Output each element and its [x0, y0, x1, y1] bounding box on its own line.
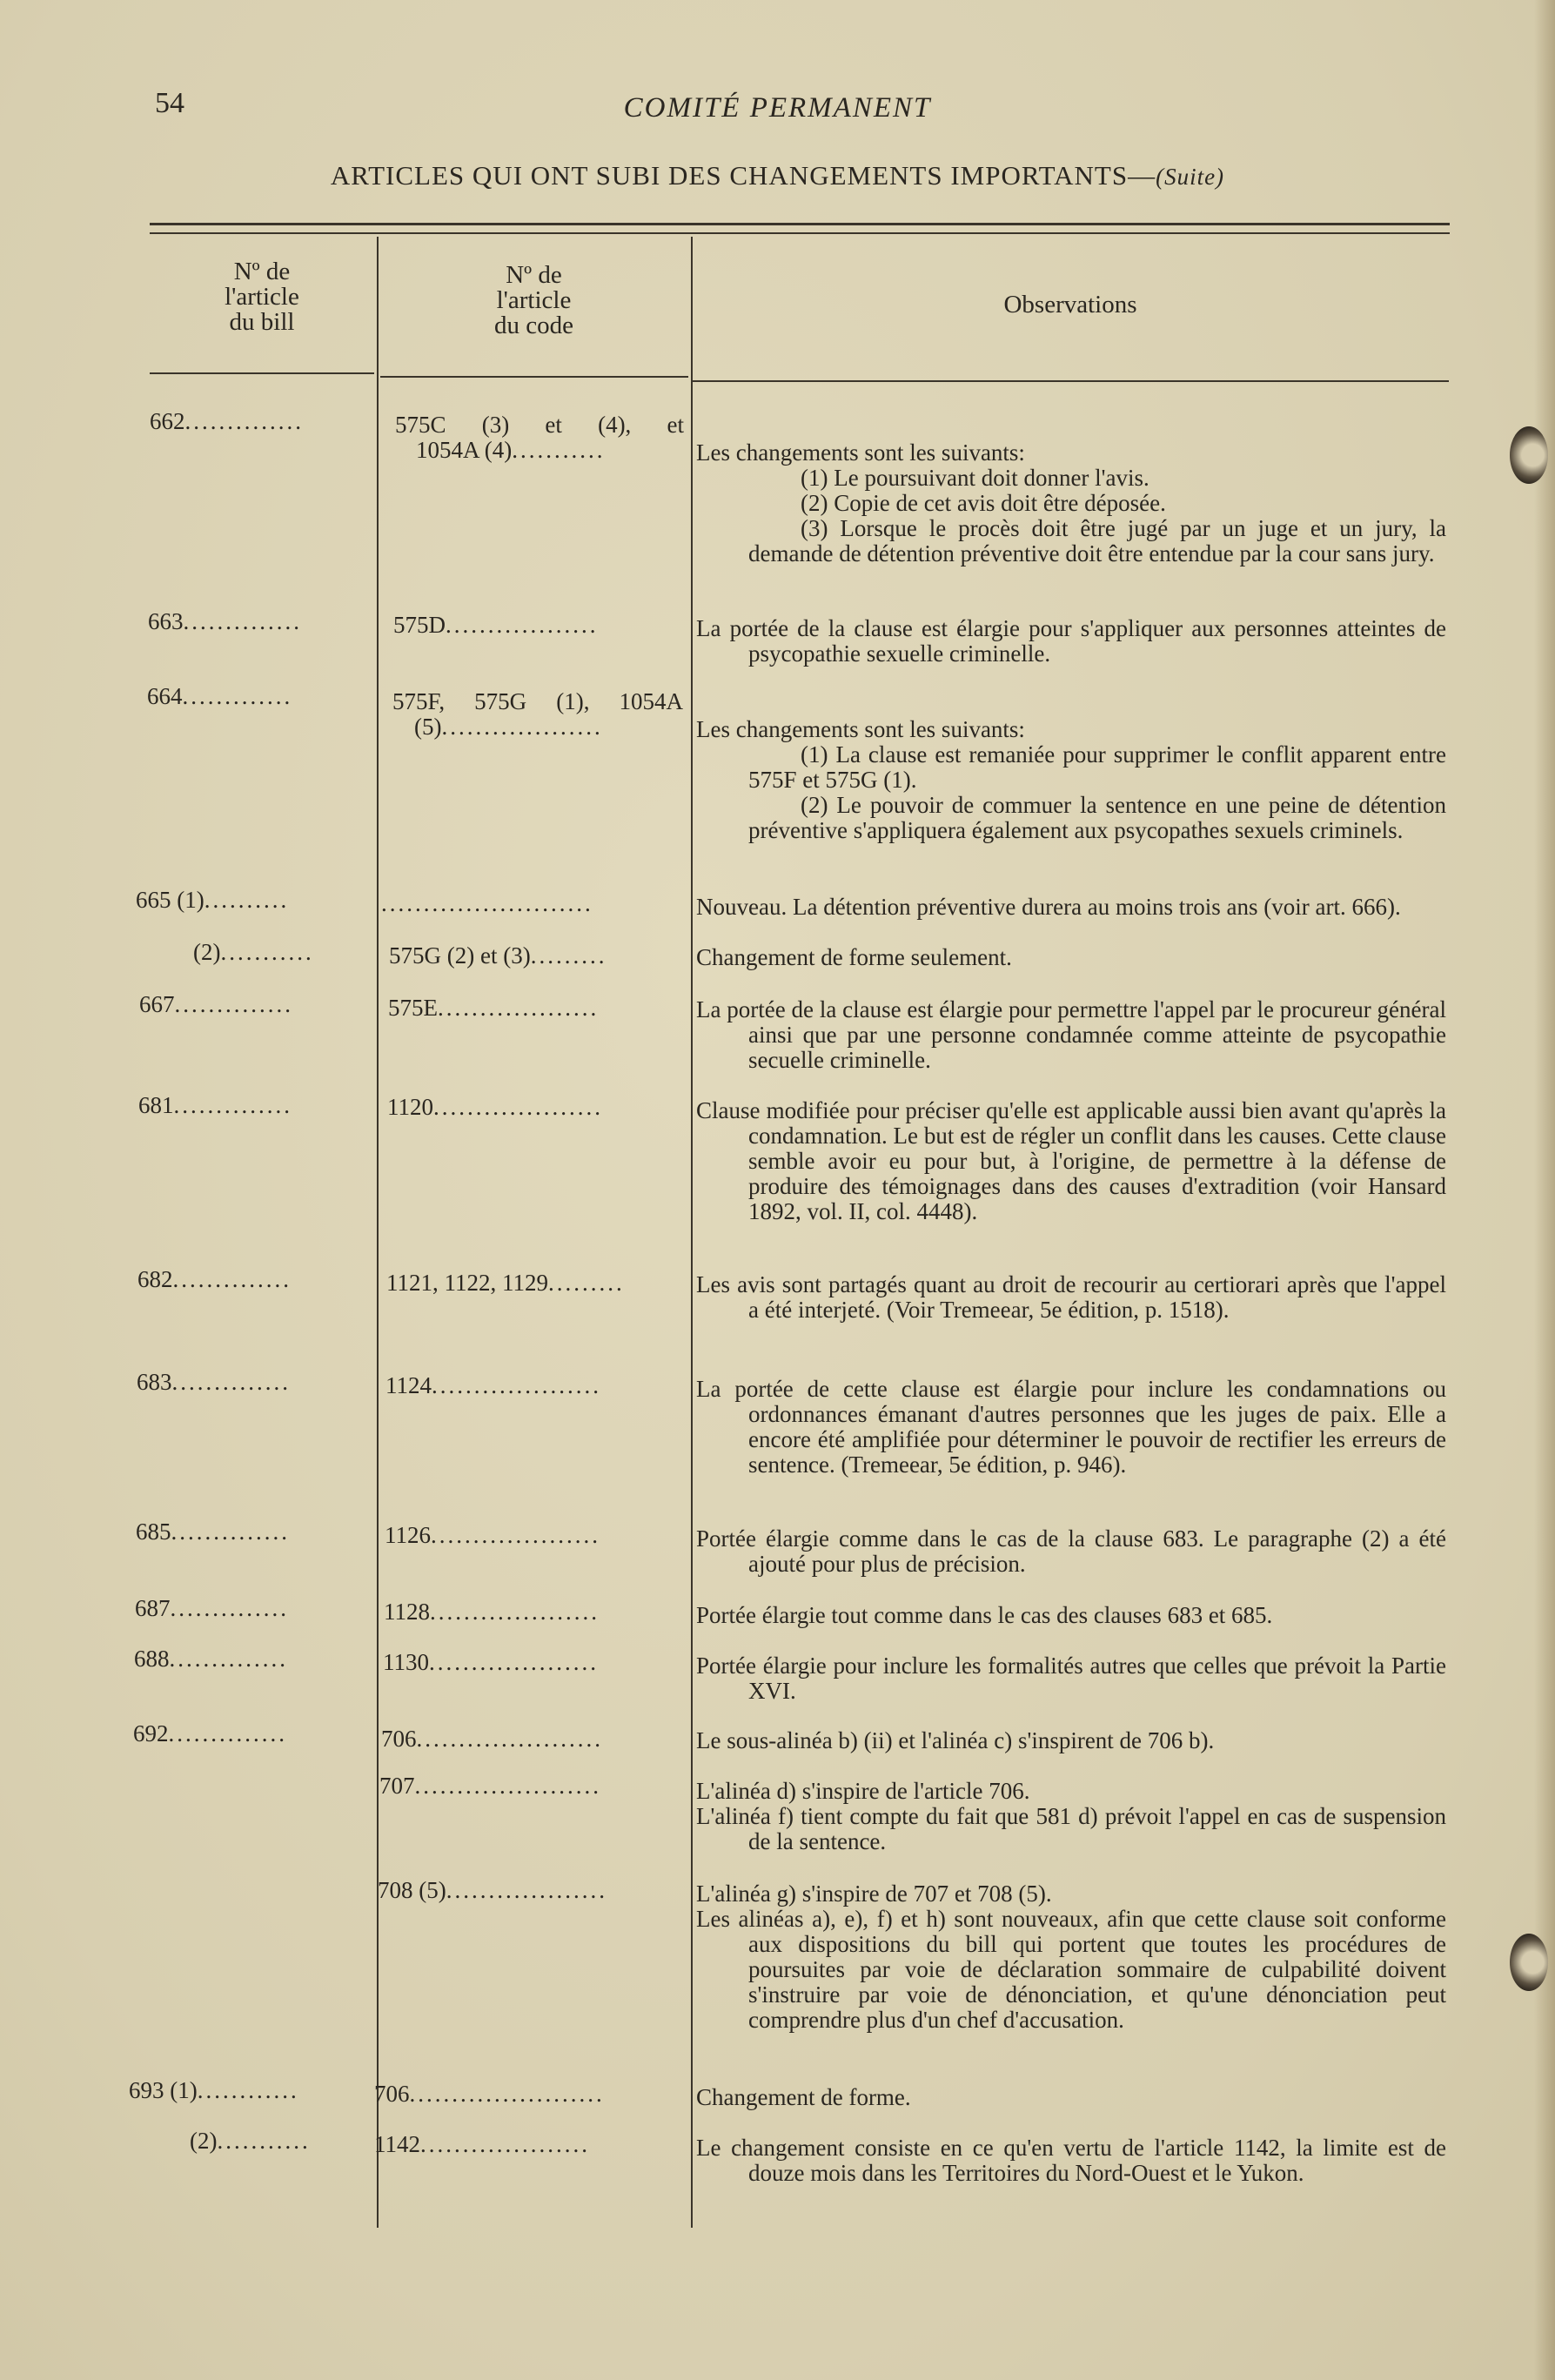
code-cell: [385, 1523, 600, 1548]
observation-text: Le changement consiste en ce qu'en vertu de l'article 1142, la limite est de douze mois dans les Territoires du Nord-Ouest et le Yukon.: [696, 2135, 1446, 2186]
observation-text: (2) Copie de cet avis doit être déposée.: [801, 490, 1166, 516]
code-cell: [389, 943, 607, 969]
observation-cell: [696, 1653, 1446, 1704]
code-cell: [381, 1726, 603, 1752]
observation-text: (1) La clause est remaniée pour supprimer le conflit apparent entre 575F et 575G (1).: [748, 741, 1446, 793]
observation-text: Portée élargie pour inclure les formalités autres que celles que prévoit la Partie XVI.: [696, 1653, 1446, 1704]
bill-number: 682: [137, 1266, 173, 1292]
bill-cell: [148, 609, 302, 634]
leader-dots: ...................: [441, 714, 603, 740]
leader-dots: ............: [197, 2077, 299, 2103]
code-text: 706: [374, 2081, 410, 2107]
code-text: 1130: [383, 1649, 429, 1675]
leader-dots: .........................: [381, 890, 593, 916]
leader-dots: ..............: [173, 1092, 292, 1118]
bill-number: 688: [134, 1646, 170, 1672]
leader-dots: ...........: [220, 939, 314, 965]
leader-dots: ....................: [431, 1522, 600, 1548]
code-cell: [387, 1095, 603, 1120]
binding-hole-mark: [1510, 1934, 1548, 1991]
top-rule-inner: [150, 232, 1450, 234]
leader-dots: ..................: [446, 612, 599, 638]
header-code-line: Nº de: [506, 261, 562, 289]
table-title: [0, 160, 1555, 191]
bill-cell: [150, 409, 304, 434]
observation-text: La portée de la clause est élargie pour permettre l'appel par le procureur général ainsi que par une personne condamnée comme atteinte de psycopathie secuelle criminelle.: [696, 996, 1446, 1073]
observation-cell: [696, 945, 1446, 970]
observation-text: (2) Le pouvoir de commuer la sentence en une peine de détention préventive s'appliquera également aux psycopathes sexuels criminels.: [748, 792, 1446, 843]
code-cell: [374, 2132, 590, 2157]
bill-number: 693 (1): [129, 2077, 198, 2103]
leader-dots: ..........: [204, 887, 290, 913]
column-rule: [377, 237, 379, 2228]
observation-text: Le sous-alinéa b) (ii) et l'alinéa c) s'inspirent de 706 b).: [696, 1727, 1215, 1753]
observation-text: Les changements sont les suivants:: [696, 716, 1025, 742]
table-title-text: ARTICLES QUI ONT SUBI DES CHANGEMENTS IMPORTANTS—: [330, 160, 1156, 191]
code-cell: [393, 613, 599, 638]
observation-text: Les alinéas a), e), f) et h) sont nouveaux, afin que cette clause soit conforme aux dispositions du bill qui portent que toutes les procédures de poursuites par voie de déclaration sommaire de culpabilité doivent s'instruire par voie de dénonciation, et qu'une dénonciation peut comprendre plus d'un chef d'accusation.: [696, 1906, 1446, 2033]
code-cell: 575F, 575G (1), 1054A: [392, 688, 683, 714]
bill-number: 665 (1): [136, 887, 204, 913]
code-cell: 575C (3) et (4), et: [395, 412, 684, 438]
leader-dots: ....................: [430, 1599, 600, 1625]
leader-dots: ...........: [217, 2128, 311, 2154]
observation-text: La portée de cette clause est élargie pour inclure les condamnations ou ordonnances émanant d'autres personnes que les juges de paix. Elle a encore été amplifiée pour déterminer le pouvoir de rectifier les erreurs de sentence. (Tremeear, 5e édition, p. 946).: [696, 1376, 1446, 1478]
observation-cell: [696, 1098, 1446, 1224]
running-head: COMITÉ PERMANENT: [623, 92, 932, 124]
header-bill-line: Nº de: [233, 258, 291, 285]
column-rule: [691, 237, 693, 2228]
code-text: 1120: [387, 1094, 433, 1120]
leader-dots: ....................: [433, 1094, 603, 1120]
leader-dots: ..............: [171, 1369, 291, 1395]
bill-number: 662: [150, 408, 185, 434]
code-text: 575E: [388, 995, 438, 1021]
header-bill-line: l'article: [225, 283, 299, 311]
header-code: [379, 263, 688, 339]
leader-dots: .........: [548, 1270, 625, 1296]
observation-cell: [696, 2085, 1446, 2110]
code-text: 708 (5): [378, 1877, 446, 1903]
observation-text: Portée élargie comme dans le cas de la clause 683. Le paragraphe (2) a été ajouté pour plus de précision.: [696, 1525, 1446, 1577]
observation-text: (3) Lorsque le procès doit être jugé par un juge et un jury, la demande de détention préventive doit être entendue par la cour sans jury.: [748, 515, 1446, 567]
observation-text: Clause modifiée pour préciser qu'elle est applicable aussi bien avant qu'après la condamnation. Le but est de régler un conflit dans les causes. Cette clause semble avoir eu pour but, à l'origine, de permettre à la défense de produire des témoignages dans des causes d'extradition (voir Hansard 1892, vol. II, col. 4448).: [696, 1097, 1446, 1224]
observation-text: L'alinéa g) s'inspire de 707 et 708 (5).: [696, 1881, 1052, 1907]
leader-dots: .........: [530, 942, 607, 969]
header-rule: [380, 376, 688, 378]
leader-dots: ......................: [416, 1726, 603, 1752]
code-text: 706: [381, 1726, 417, 1752]
code-text: 1121, 1122, 1129: [386, 1270, 548, 1296]
leader-dots: ....................: [429, 1649, 599, 1675]
observation-text: La portée de la clause est élargie pour s'appliquer aux personnes atteintes de psycopathie sexuelle criminelle.: [696, 615, 1446, 667]
bill-cell: [137, 1370, 291, 1395]
observation-cell: [696, 1272, 1446, 1323]
bill-number: (2): [190, 2128, 218, 2154]
code-cell: [388, 996, 599, 1021]
code-cell: [379, 1773, 601, 1799]
bill-cell: [135, 1596, 289, 1621]
leader-dots: ..............: [169, 1646, 288, 1672]
leader-dots: ..............: [168, 1720, 287, 1746]
bill-number: 663: [148, 608, 184, 634]
code-text: 575D: [393, 612, 446, 638]
binding-hole-mark: [1510, 426, 1548, 484]
observation-cell: [696, 1603, 1446, 1628]
leader-dots: ..............: [171, 1519, 290, 1545]
leader-dots: ..............: [170, 1595, 289, 1621]
header-observations: Observations: [1003, 291, 1137, 318]
leader-dots: ..............: [184, 408, 304, 434]
observation-text: Les changements sont les suivants:: [696, 439, 1025, 466]
observation-cell: [696, 1881, 1446, 2033]
observation-cell: [696, 1779, 1446, 1854]
header-code-line: du code: [494, 312, 573, 339]
code-cell: [386, 1270, 625, 1296]
observation-cell: [696, 895, 1446, 920]
observation-cell: [696, 1377, 1446, 1478]
leader-dots: .............: [182, 683, 293, 709]
header-rule: [692, 380, 1449, 382]
code-cell: [385, 1373, 601, 1398]
top-rule: [150, 223, 1450, 225]
observation-text: (1) Le poursuivant doit donner l'avis.: [801, 465, 1149, 491]
observation-cell: [696, 2135, 1446, 2186]
bill-cell: [134, 1646, 288, 1672]
observation-cell: [696, 717, 1446, 843]
leader-dots: ...................: [438, 995, 600, 1021]
bill-cell: [190, 2129, 311, 2154]
observation-text: L'alinéa f) tient compte du fait que 581 d) prévoit l'appel en cas de suspension de la sentence.: [696, 1803, 1446, 1854]
bill-cell: [147, 684, 292, 709]
code-text: 1142: [374, 2131, 420, 2157]
code-text: 707: [379, 1773, 415, 1799]
bill-number: 683: [137, 1369, 172, 1395]
observation-cell: [696, 1728, 1446, 1753]
table-title-suffix: (Suite): [1156, 164, 1225, 190]
bill-number: 685: [136, 1519, 171, 1545]
code-text: 1124: [385, 1372, 432, 1398]
code-cell: [384, 1599, 600, 1625]
observation-text: Portée élargie tout comme dans le cas des clauses 683 et 685.: [696, 1602, 1273, 1628]
leader-dots: ...........: [512, 437, 606, 463]
code-cell: [383, 1650, 599, 1675]
code-text: 1128: [384, 1599, 430, 1625]
observation-cell: [696, 440, 1446, 567]
bill-number: 667: [139, 991, 175, 1017]
code-text: 575G (2) et (3): [389, 942, 531, 969]
bill-number: 687: [135, 1595, 171, 1621]
code-cell: [378, 1878, 607, 1903]
bill-number: (2): [193, 939, 221, 965]
code-text: 1054A (4): [416, 437, 513, 463]
bill-cell: [136, 888, 289, 913]
leader-dots: ....................: [432, 1372, 601, 1398]
bill-cell: [136, 1519, 290, 1545]
bill-number: 664: [147, 683, 183, 709]
bill-cell: [139, 992, 293, 1017]
leader-dots: ....................: [420, 2131, 590, 2157]
bill-cell: [137, 1267, 292, 1292]
observation-cell: [696, 997, 1446, 1073]
code-cell: [374, 2082, 605, 2107]
leader-dots: ..............: [174, 991, 293, 1017]
code-cell: [414, 714, 603, 740]
header-code-line: l'article: [496, 286, 572, 314]
header-rule: [150, 372, 374, 374]
code-text: (5): [414, 714, 442, 740]
leader-dots: ...................: [446, 1877, 607, 1903]
header-bill-line: du bill: [229, 308, 295, 336]
leader-dots: ......................: [414, 1773, 601, 1799]
bill-cell: [133, 1721, 287, 1746]
page-number: 54: [155, 87, 184, 119]
code-text: 1126: [385, 1522, 431, 1548]
bill-number: 681: [138, 1092, 174, 1118]
page-edge-shadow: [1534, 0, 1555, 2380]
leader-dots: .......................: [409, 2081, 605, 2107]
observation-text: Changement de forme.: [696, 2084, 911, 2110]
code-cell: [381, 891, 593, 916]
observation-text: Les avis sont partagés quant au droit de recourir au certiorari après que l'appel a été interjeté. (Voir Tremeear, 5e édition, p. 1518).: [696, 1271, 1446, 1323]
header-bill: [150, 259, 374, 335]
bill-cell: [193, 940, 314, 965]
observation-text: Nouveau. La détention préventive durera au moins trois ans (voir art. 666).: [696, 894, 1401, 920]
observation-cell: [696, 1526, 1446, 1577]
observation-cell: [696, 616, 1446, 667]
code-cell: [416, 438, 606, 463]
leader-dots: ..............: [183, 608, 302, 634]
leader-dots: ..............: [172, 1266, 292, 1292]
observation-text: Changement de forme seulement.: [696, 944, 1012, 970]
bill-cell: [138, 1093, 292, 1118]
bill-number: 692: [133, 1720, 169, 1746]
observation-text: L'alinéa d) s'inspire de l'article 706.: [696, 1778, 1030, 1804]
bill-cell: [129, 2078, 299, 2103]
